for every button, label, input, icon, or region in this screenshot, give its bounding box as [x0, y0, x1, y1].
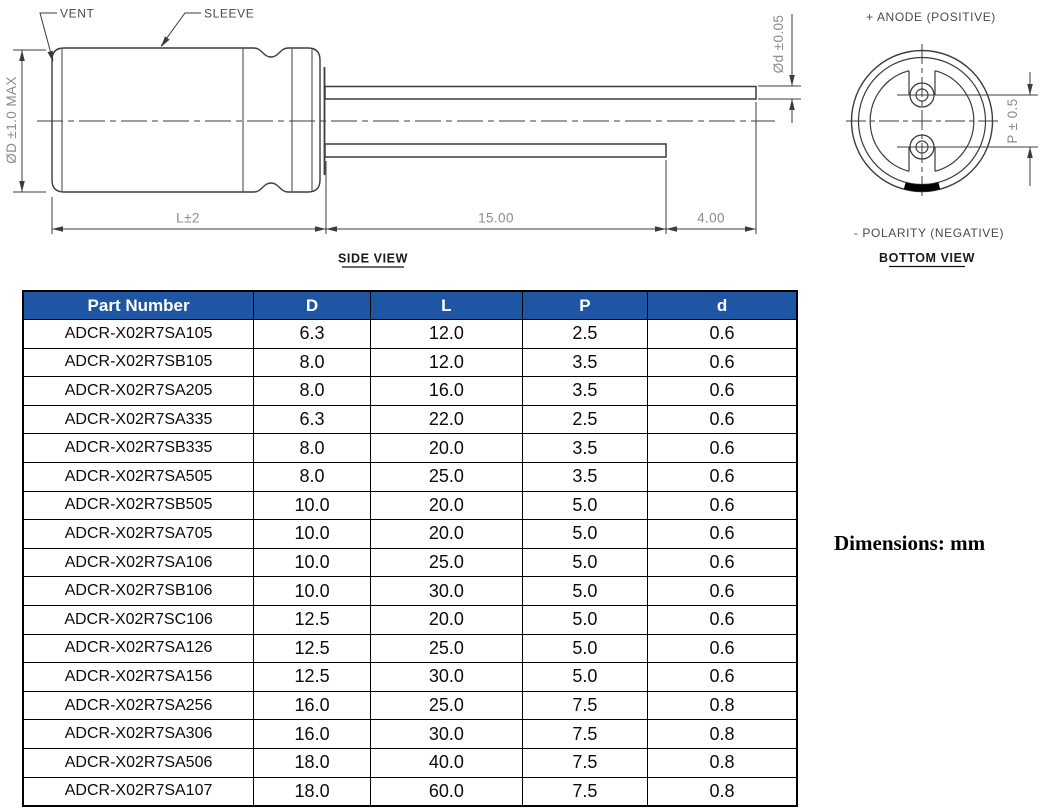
cell-p: 3.5 [522, 434, 647, 463]
cell-d-lower: 0.6 [648, 605, 797, 634]
cell-part-number: ADCR-X02R7SA705 [23, 520, 254, 549]
cell-p: 5.0 [522, 663, 647, 692]
cell-part-number: ADCR-X02R7SA256 [23, 691, 254, 720]
column-header-d-lower: d [648, 291, 797, 320]
bottom-view-caption: BOTTOM VIEW [879, 251, 975, 265]
cell-p: 5.0 [522, 520, 647, 549]
cell-p: 5.0 [522, 634, 647, 663]
cell-part-number: ADCR-X02R7SB105 [23, 348, 254, 377]
cell-l: 25.0 [371, 462, 523, 491]
capacitor-body-outline [52, 48, 320, 192]
column-header-part-number: Part Number [23, 291, 254, 320]
cell-part-number: ADCR-X02R7SA306 [23, 720, 254, 749]
cell-d-lower: 0.6 [648, 577, 797, 606]
cell-d: 16.0 [254, 720, 371, 749]
lead-length-dimension: 15.00 [478, 210, 514, 226]
cell-d-lower: 0.6 [648, 520, 797, 549]
cell-d: 12.5 [254, 634, 371, 663]
cathode-lead [325, 144, 666, 157]
side-view-drawing [4, 7, 801, 268]
cell-l: 30.0 [371, 720, 523, 749]
cell-d-lower: 0.8 [648, 691, 797, 720]
table-row [23, 720, 797, 749]
cell-d-lower: 0.6 [648, 634, 797, 663]
cell-p: 2.5 [522, 320, 647, 349]
cell-d: 10.0 [254, 520, 371, 549]
cell-d: 16.0 [254, 691, 371, 720]
cell-part-number: ADCR-X02R7SA506 [23, 748, 254, 777]
polarity-mark [905, 186, 940, 188]
cell-d: 12.5 [254, 605, 371, 634]
cell-d: 8.0 [254, 462, 371, 491]
table-header-row [23, 291, 797, 320]
pitch-dimension: P ± 0.5 [1005, 98, 1020, 144]
cell-d-lower: 0.6 [648, 491, 797, 520]
cell-d-lower: 0.6 [648, 320, 797, 349]
cell-p: 7.5 [522, 720, 647, 749]
cell-p: 7.5 [522, 777, 647, 806]
cell-part-number: ADCR-X02R7SA205 [23, 377, 254, 406]
table-row [23, 577, 797, 606]
cell-l: 25.0 [371, 691, 523, 720]
cell-d-lower: 0.8 [648, 720, 797, 749]
cell-p: 5.0 [522, 491, 647, 520]
vent-label: VENT [60, 6, 95, 21]
cell-p: 5.0 [522, 548, 647, 577]
cell-l: 22.0 [371, 405, 523, 434]
table-row [23, 634, 797, 663]
body-diameter-dimension: ØD ±1.0 MAX [4, 76, 19, 164]
sleeve-label: SLEEVE [204, 6, 255, 21]
column-header-p: P [522, 291, 647, 320]
cell-l: 12.0 [371, 348, 523, 377]
cell-l: 20.0 [371, 605, 523, 634]
cell-d: 6.3 [254, 405, 371, 434]
table-row [23, 520, 797, 549]
table-row [23, 462, 797, 491]
bottom-view-drawing [846, 10, 1038, 267]
cell-l: 16.0 [371, 377, 523, 406]
cell-d: 18.0 [254, 777, 371, 806]
units-note: Dimensions: mm [834, 531, 986, 555]
table-row [23, 548, 797, 577]
cell-part-number: ADCR-X02R7SC106 [23, 605, 254, 634]
lead-diameter-dimension: Ød ±0.05 [771, 14, 786, 74]
table-row [23, 691, 797, 720]
table-row [23, 377, 797, 406]
cell-part-number: ADCR-X02R7SA126 [23, 634, 254, 663]
cell-part-number: ADCR-X02R7SB335 [23, 434, 254, 463]
cell-part-number: ADCR-X02R7SA156 [23, 663, 254, 692]
anode-label: + ANODE (POSITIVE) [866, 10, 996, 24]
cell-d: 6.3 [254, 320, 371, 349]
cell-part-number: ADCR-X02R7SB505 [23, 491, 254, 520]
cell-d-lower: 0.6 [648, 434, 797, 463]
column-header-l: L [371, 291, 523, 320]
cell-d: 8.0 [254, 434, 371, 463]
table-row [23, 748, 797, 777]
anode-lead [325, 87, 756, 100]
cell-d: 10.0 [254, 548, 371, 577]
cell-d: 8.0 [254, 348, 371, 377]
cell-l: 30.0 [371, 577, 523, 606]
cell-l: 40.0 [371, 748, 523, 777]
cell-p: 5.0 [522, 577, 647, 606]
cell-part-number: ADCR-X02R7SA105 [23, 320, 254, 349]
side-view-caption: SIDE VIEW [338, 251, 408, 266]
cell-d-lower: 0.6 [648, 377, 797, 406]
cell-p: 7.5 [522, 748, 647, 777]
cell-d-lower: 0.8 [648, 777, 797, 806]
table-row [23, 320, 797, 349]
cell-part-number: ADCR-X02R7SA106 [23, 548, 254, 577]
table-row [23, 348, 797, 377]
cell-p: 3.5 [522, 348, 647, 377]
cell-d: 10.0 [254, 577, 371, 606]
column-header-d: D [254, 291, 371, 320]
part-dimensions-table [22, 290, 798, 807]
table-row [23, 605, 797, 634]
cell-d-lower: 0.6 [648, 462, 797, 491]
cell-l: 30.0 [371, 663, 523, 692]
cell-d-lower: 0.8 [648, 748, 797, 777]
cell-d: 8.0 [254, 377, 371, 406]
cell-l: 12.0 [371, 320, 523, 349]
table-row [23, 405, 797, 434]
cell-d-lower: 0.6 [648, 348, 797, 377]
cell-l: 20.0 [371, 491, 523, 520]
body-length-dimension: L±2 [176, 210, 200, 226]
table-row [23, 434, 797, 463]
cell-p: 3.5 [522, 462, 647, 491]
cell-part-number: ADCR-X02R7SA335 [23, 405, 254, 434]
cell-p: 7.5 [522, 691, 647, 720]
cell-d: 10.0 [254, 491, 371, 520]
cell-d-lower: 0.6 [648, 405, 797, 434]
table-row [23, 663, 797, 692]
cell-p: 3.5 [522, 377, 647, 406]
cell-d: 18.0 [254, 748, 371, 777]
cell-l: 25.0 [371, 634, 523, 663]
table-row [23, 491, 797, 520]
cell-l: 60.0 [371, 777, 523, 806]
cell-d-lower: 0.6 [648, 663, 797, 692]
cell-p: 2.5 [522, 405, 647, 434]
capacitor-dimension-drawing [0, 0, 1040, 286]
cell-d: 12.5 [254, 663, 371, 692]
cell-l: 20.0 [371, 520, 523, 549]
polarity-label: - POLARITY (NEGATIVE) [853, 226, 1005, 240]
table-row [23, 777, 797, 806]
cell-d-lower: 0.6 [648, 548, 797, 577]
cell-part-number: ADCR-X02R7SA505 [23, 462, 254, 491]
cell-p: 5.0 [522, 605, 647, 634]
cell-part-number: ADCR-X02R7SA107 [23, 777, 254, 806]
cell-l: 25.0 [371, 548, 523, 577]
cell-l: 20.0 [371, 434, 523, 463]
cell-part-number: ADCR-X02R7SB106 [23, 577, 254, 606]
lead-tip-dimension: 4.00 [697, 210, 725, 226]
